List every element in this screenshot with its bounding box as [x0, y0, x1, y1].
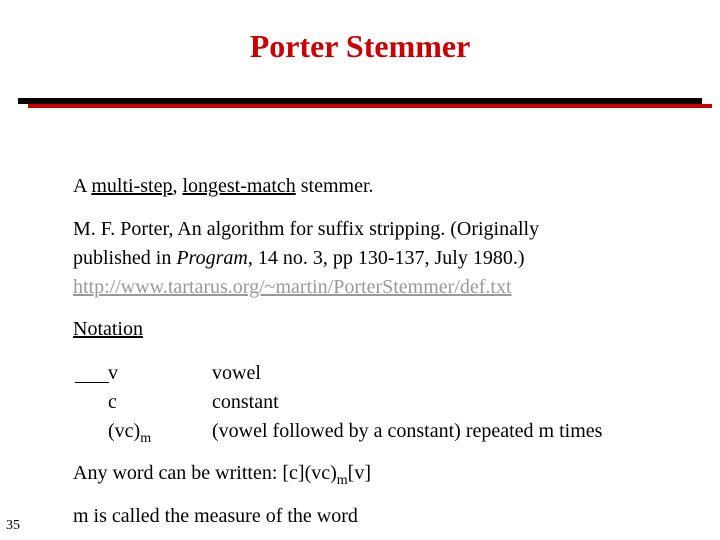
- longest-match-link[interactable]: longest-match: [182, 175, 296, 197]
- notation-underline-mark: [75, 382, 109, 383]
- slide-title: Porter Stemmer: [249, 28, 471, 64]
- notation-symbol-constant: c: [108, 391, 117, 413]
- notation-symbols: [108, 359, 151, 446]
- intro-mid: ,: [172, 175, 183, 197]
- measure-line: m is called the measure of the word: [73, 505, 358, 527]
- notation-symbol-vowel: v: [108, 362, 118, 384]
- notation-desc-constant: constant: [212, 391, 279, 413]
- citation-line-1: M. F. Porter, An algorithm for suffix stripping. (Originally: [73, 218, 540, 240]
- citation-line-2: [73, 245, 525, 271]
- citation-journal: Program: [176, 247, 248, 269]
- slide-number: 35: [6, 518, 20, 533]
- title-rule-red: [28, 104, 712, 108]
- citation-url-link[interactable]: http://www.tartarus.org/~martin/PorterStemmer/def.txt: [73, 276, 512, 298]
- intro-pre: A: [73, 175, 92, 197]
- intro-line: [73, 173, 374, 199]
- notation-symbol-vc: $(vc)_m$: [108, 420, 152, 446]
- notation-desc-vowel: vowel: [212, 362, 261, 384]
- notation-desc-vc: (vowel followed by a constant) repeated m times: [212, 420, 603, 442]
- notation-descriptions: [212, 359, 602, 446]
- citation-url-line: [73, 274, 512, 300]
- notation-heading[interactable]: Notation: [73, 318, 143, 340]
- citation-pre: published in: [73, 247, 177, 269]
- citation-post: , 14 no. 3, pp 130-137, July 1980.): [247, 247, 525, 269]
- multi-step-link[interactable]: multi-step: [91, 175, 173, 197]
- intro-post: stemmer.: [295, 175, 374, 197]
- any-word-line: Any word can be written: $[c](vc)_m[v]$: [73, 462, 371, 488]
